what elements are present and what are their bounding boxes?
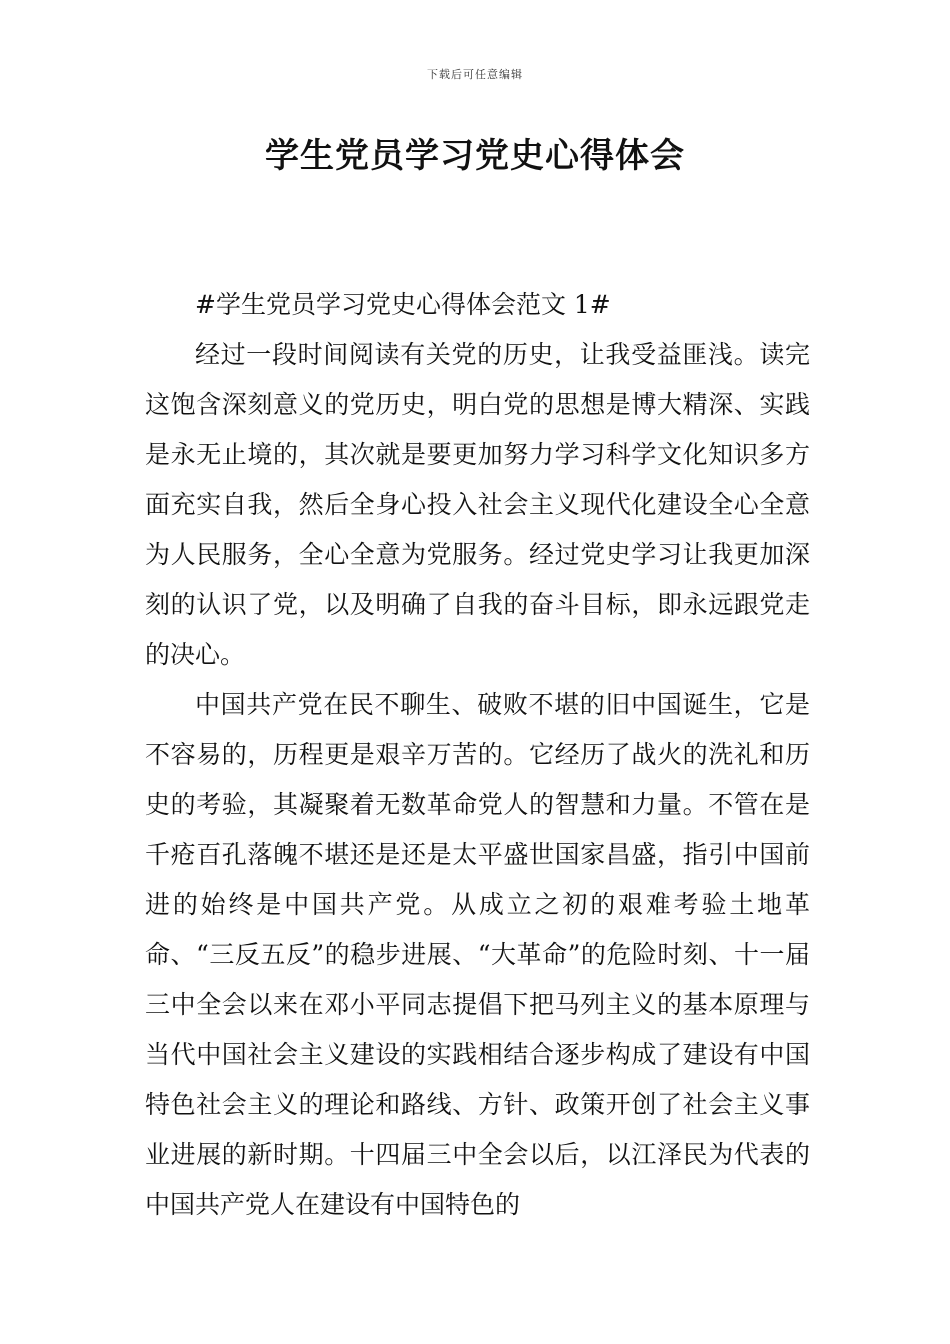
document-title: 学生党员学习党史心得体会 [265,136,685,176]
document-body [145,280,810,1230]
section-heading: #学生党员学习党史心得体会范文 1# [195,290,611,319]
paragraph-1: 经过一段时间阅读有关党的历史，让我受益匪浅。读完这饱含深刻意义的党历史，明白党的思想是博大精深、实践是永无止境的，其次就是要更加努力学习科学文化知识多方面充实自我，然后全身心投入社会主义现代化建设全心全意为人民服务，全心全意为党服务。经过党史学习让我更加深刻的认识了党，以及明确了自我的奋斗目标，即永远跟党走的决心。 [145,340,810,669]
header-note: 下载后可任意编辑 [427,68,523,81]
paragraph-2: 中国共产党在民不聊生、破败不堪的旧中国诞生，它是不容易的，历程更是艰辛万苦的。它经历了战火的洗礼和历史的考验，其凝聚着无数革命党人的智慧和力量。不管在是千疮百孔落魄不堪还是还是太平盛世国家昌盛，指引中国前进的始终是中国共产党。从成立之初的艰难考验土地革命、“三反五反”的稳步进展、“大革命”的危险时刻、十一届三中全会以来在邓小平同志提倡下把马列主义的基本原理与当代中国社会主义建设的实践相结合逐步构成了建设有中国特色社会主义的理论和路线、方针、政策开创了社会主义事业进展的新时期。十四届三中全会以后，以江泽民为代表的中国共产党人在建设有中国特色的 [145,690,810,1219]
